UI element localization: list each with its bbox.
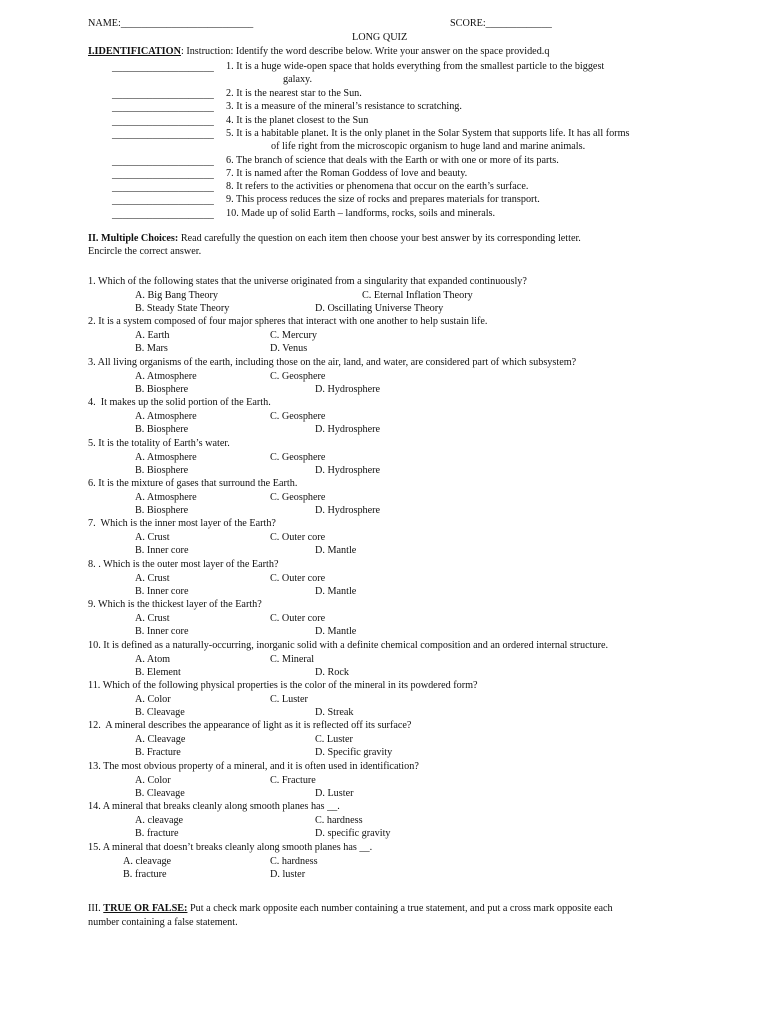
choice-d[interactable]: D. Luster: [315, 788, 354, 799]
choice-a[interactable]: A. Atmosphere: [135, 452, 197, 463]
choice-b[interactable]: B. Cleavage: [135, 707, 185, 718]
choice-a[interactable]: A. cleavage: [123, 856, 172, 867]
part1-heading: I.IDENTIFICATION: [88, 46, 181, 57]
question-text: 2. It is a system composed of four major spheres that interact with one another to help sustain life.: [88, 316, 488, 327]
choice-c[interactable]: C. Geosphere: [270, 411, 326, 422]
question-text: 5. It is the totality of Earth’s water.: [88, 438, 230, 449]
choice-b[interactable]: B. Mars: [135, 343, 168, 354]
identification-item: 4. It is the planet closest to the Sun: [226, 115, 369, 126]
choice-b[interactable]: B. Biosphere: [135, 465, 189, 476]
identification-item: 9. This process reduces the size of rocks and prepares materials for transport.: [226, 194, 540, 205]
answer-blank[interactable]: ____________________: [112, 89, 214, 100]
choice-a[interactable]: A. Atmosphere: [135, 371, 197, 382]
choice-d[interactable]: D. Venus: [270, 343, 308, 354]
choice-c[interactable]: C. Outer core: [270, 532, 326, 543]
choice-b[interactable]: B. Inner core: [135, 545, 189, 556]
part2-instruction: Read carefully the question on each item then choose your best answer by its corresponding letter.: [178, 233, 581, 244]
choice-c[interactable]: C. Geosphere: [270, 492, 326, 503]
identification-item: 1. It is a huge wide-open space that holds everything from the smallest particle to the biggest: [226, 61, 605, 72]
question-text: 10. It is defined as a naturally-occurring, inorganic solid with a definite chemical composition and an ordered internal structure.: [88, 640, 609, 651]
choice-c[interactable]: C. Outer core: [270, 613, 326, 624]
identification-item: 5. It is a habitable planet. It is the only planet in the Solar System that supports life. It has all forms: [226, 128, 630, 139]
answer-blank[interactable]: ____________________: [112, 156, 214, 167]
question-text: 4. It makes up the solid portion of the Earth.: [88, 397, 271, 408]
choice-c[interactable]: C. Eternal Inflation Theory: [362, 290, 473, 301]
answer-blank[interactable]: ____________________: [112, 102, 214, 113]
part1-instruction-line: [88, 45, 549, 58]
choice-a[interactable]: A. Atmosphere: [135, 411, 197, 422]
page-title: LONG QUIZ: [352, 32, 408, 43]
identification-item: 6. The branch of science that deals with the Earth or with one or more of its parts.: [226, 155, 559, 166]
choice-a[interactable]: A. Crust: [135, 573, 170, 584]
identification-item: 2. It is the nearest star to the Sun.: [226, 88, 362, 99]
name-field-label: NAME:__________________________: [88, 18, 254, 29]
choice-b[interactable]: B. Biosphere: [135, 505, 189, 516]
answer-blank[interactable]: ____________________: [112, 62, 214, 73]
part3-instruction: Put a check mark opposite each number containing a true statement, and put a cross mark opposite each: [187, 903, 613, 914]
choice-d[interactable]: D. luster: [270, 869, 306, 880]
choice-b[interactable]: B. Cleavage: [135, 788, 185, 799]
choice-c[interactable]: C. Luster: [315, 734, 353, 745]
choice-b[interactable]: B. fracture: [135, 828, 179, 839]
part2-instruction-line: [88, 232, 581, 245]
choice-a[interactable]: A. Color: [135, 694, 171, 705]
answer-blank[interactable]: ____________________: [112, 129, 214, 140]
choice-d[interactable]: D. Hydrosphere: [315, 505, 381, 516]
answer-blank[interactable]: ____________________: [112, 116, 214, 127]
question-text: 13. The most obvious property of a mineral, and it is often used in identification?: [88, 761, 419, 772]
choice-d[interactable]: D. Hydrosphere: [315, 384, 381, 395]
identification-item-cont: of life right from the microscopic organism to huge land and marine animals.: [271, 141, 586, 152]
choice-b[interactable]: B. Element: [135, 667, 181, 678]
question-text: 11. Which of the following physical properties is the color of the mineral in its powdered form?: [88, 680, 478, 691]
identification-item: 10. Made up of solid Earth – landforms, rocks, soils and minerals.: [226, 208, 496, 219]
identification-item: 8. It refers to the activities or phenomena that occur on the earth’s surface.: [226, 181, 529, 192]
choice-c[interactable]: C. Geosphere: [270, 371, 326, 382]
choice-d[interactable]: D. Specific gravity: [315, 747, 393, 758]
answer-blank[interactable]: ____________________: [112, 195, 214, 206]
question-text: 6. It is the mixture of gases that surround the Earth.: [88, 478, 298, 489]
answer-blank[interactable]: ____________________: [112, 169, 214, 180]
choice-a[interactable]: A. Crust: [135, 613, 170, 624]
choice-a[interactable]: A. Earth: [135, 330, 170, 341]
choice-b[interactable]: B. fracture: [123, 869, 167, 880]
choice-a[interactable]: A. Atom: [135, 654, 171, 665]
choice-c[interactable]: C. Luster: [270, 694, 308, 705]
question-text: 12. A mineral describes the appearance of light as it is reflected off its surface?: [88, 720, 412, 731]
choice-b[interactable]: B. Biosphere: [135, 384, 189, 395]
choice-c[interactable]: C. Outer core: [270, 573, 326, 584]
choice-b[interactable]: B. Inner core: [135, 586, 189, 597]
identification-item: 7. It is named after the Roman Goddess of love and beauty.: [226, 168, 468, 179]
choice-a[interactable]: A. Atmosphere: [135, 492, 197, 503]
choice-c[interactable]: C. hardness: [315, 815, 363, 826]
question-text: 9. Which is the thickest layer of the Earth?: [88, 599, 262, 610]
identification-item-cont: galaxy.: [283, 74, 313, 85]
choice-b[interactable]: B. Biosphere: [135, 424, 189, 435]
answer-blank[interactable]: ____________________: [112, 209, 214, 220]
choice-d[interactable]: D. specific gravity: [315, 828, 391, 839]
answer-blank[interactable]: ____________________: [112, 182, 214, 193]
choice-c[interactable]: C. hardness: [270, 856, 318, 867]
part2-heading: II. Multiple Choices:: [88, 233, 179, 244]
choice-c[interactable]: C. Mineral: [270, 654, 315, 665]
part1-instruction: : Instruction: Identify the word describe below. Write your answer on the space provided.q: [180, 46, 550, 57]
question-text: 3. All living organisms of the earth, including those on the air, land, and water, are considered part of which subsystem?: [88, 357, 577, 368]
question-text: 8. . Which is the outer most layer of the Earth?: [88, 559, 279, 570]
part3-instruction-line: [88, 902, 613, 915]
choice-d[interactable]: D. Mantle: [315, 586, 357, 597]
choice-d[interactable]: D. Streak: [315, 707, 354, 718]
part3-heading: TRUE OR FALSE:: [103, 903, 188, 914]
part3-instruction-cont: number containing a false statement.: [88, 917, 238, 928]
question-text: 1. Which of the following states that the universe originated from a singularity that expanded continuously?: [88, 276, 527, 287]
choice-a[interactable]: A. Color: [135, 775, 171, 786]
part3-prefix: III.: [88, 903, 104, 914]
part2-instruction-cont: Encircle the correct answer.: [88, 246, 202, 257]
choice-d[interactable]: D. Mantle: [315, 545, 357, 556]
choice-d[interactable]: D. Rock: [315, 667, 349, 678]
choice-c[interactable]: C. Mercury: [270, 330, 317, 341]
choice-a[interactable]: A. cleavage: [135, 815, 184, 826]
choice-d[interactable]: D. Hydrosphere: [315, 424, 381, 435]
choice-b[interactable]: B. Fracture: [135, 747, 181, 758]
question-text: 14. A mineral that breaks cleanly along smooth planes has __.: [88, 801, 340, 812]
question-text: 15. A mineral that doesn’t breaks cleanly along smooth planes has __.: [88, 842, 373, 853]
identification-item: 3. It is a measure of the mineral’s resistance to scratching.: [226, 101, 462, 112]
choice-c[interactable]: C. Geosphere: [270, 452, 326, 463]
score-field-label: SCORE:_____________: [450, 18, 552, 29]
choice-d[interactable]: D. Hydrosphere: [315, 465, 381, 476]
choice-b[interactable]: B. Steady State Theory: [135, 303, 230, 314]
question-text: 7. Which is the inner most layer of the Earth?: [88, 518, 276, 529]
choice-a[interactable]: A. Big Bang Theory: [135, 290, 219, 301]
choice-b[interactable]: B. Inner core: [135, 626, 189, 637]
choice-d[interactable]: D. Mantle: [315, 626, 357, 637]
choice-a[interactable]: A. Cleavage: [135, 734, 186, 745]
choice-d[interactable]: D. Oscillating Universe Theory: [315, 303, 444, 314]
choice-c[interactable]: C. Fracture: [270, 775, 316, 786]
choice-a[interactable]: A. Crust: [135, 532, 170, 543]
